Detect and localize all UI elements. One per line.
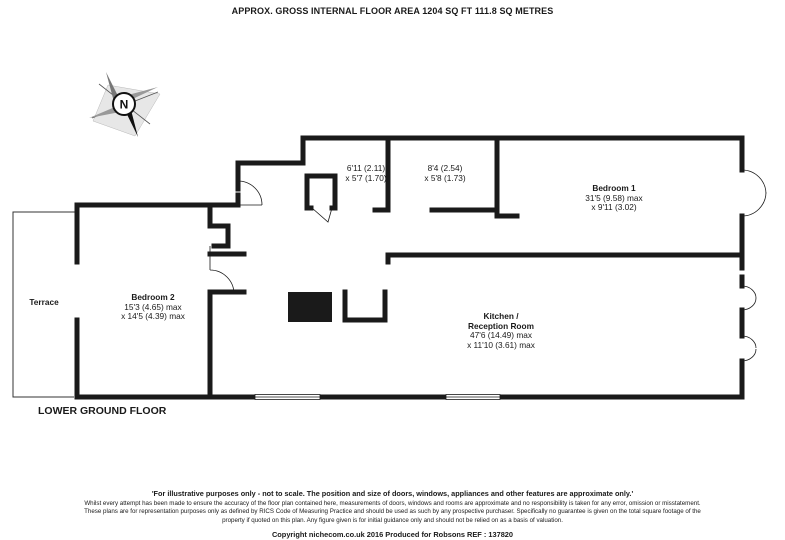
walls — [77, 138, 742, 397]
floor-label: LOWER GROUND FLOOR — [38, 405, 167, 417]
room-name: Bedroom 2 — [131, 292, 175, 302]
room-label-small-room-a — [333, 164, 399, 183]
room-dimension: x 14'5 (4.39) max — [121, 311, 185, 322]
room-dimension: x 9'11 (3.02) — [591, 202, 637, 213]
room-label-terrace — [16, 298, 72, 308]
room-dimension: x 11'10 (3.61) max — [467, 339, 535, 350]
north-arrow-icon — [89, 72, 160, 137]
room-name: Bedroom 1 — [592, 183, 636, 193]
room-dimension: 15'3 (4.65) max — [124, 301, 182, 312]
room-dimension: 6'11 (2.11) — [346, 163, 386, 173]
disclaimer-body-text: Whilst every attempt has been made to ensure the accuracy of the floor plan contained here, measurements of doors, windows and rooms are approximate and no responsibility is taken for any error, omission or misstatement. These plans are for representation purposes only as defined by RICS Code of Measuring Practice and should be used as such by any prospective purchaser. Specifically no guarantee is given on the total square footage of the property if quoted on this plan. Any figure given is for initial guidance only and should not be relied on as a basis of valuation. — [84, 500, 701, 524]
room-label-kitchen-reception — [446, 312, 556, 350]
disclaimer-headline: 'For illustrative purposes only - not to scale. The position and size of doors, windows, appliances and other features are approximate only.' — [151, 489, 634, 498]
stair-block — [288, 292, 332, 322]
room-label-bedroom-1 — [572, 184, 656, 213]
room-dimension: 47'6 (14.49) max — [470, 330, 532, 341]
room-name: Reception Room — [468, 320, 534, 331]
floor-area-title: APPROX. GROSS INTERNAL FLOOR AREA 1204 SQ FT 111.8 SQ METRES — [231, 6, 554, 16]
room-dimension: x 5'7 (1.70) — [345, 172, 387, 183]
compass-letter: N — [119, 97, 129, 112]
room-dimension: 31'5 (9.58) max — [585, 192, 643, 203]
room-name: Terrace — [29, 297, 59, 307]
room-dimension: 8'4 (2.54) — [427, 163, 463, 173]
disclaimer-body — [0, 500, 785, 525]
room-name: Kitchen / — [483, 311, 519, 321]
footer-copyright: Copyright nichecom.co.uk 2016 Produced for Robsons REF : 137820 — [271, 530, 514, 539]
room-label-bedroom-2 — [98, 293, 208, 322]
room-dimension: x 5'8 (1.73) — [424, 172, 466, 183]
room-label-small-room-b — [412, 164, 478, 183]
